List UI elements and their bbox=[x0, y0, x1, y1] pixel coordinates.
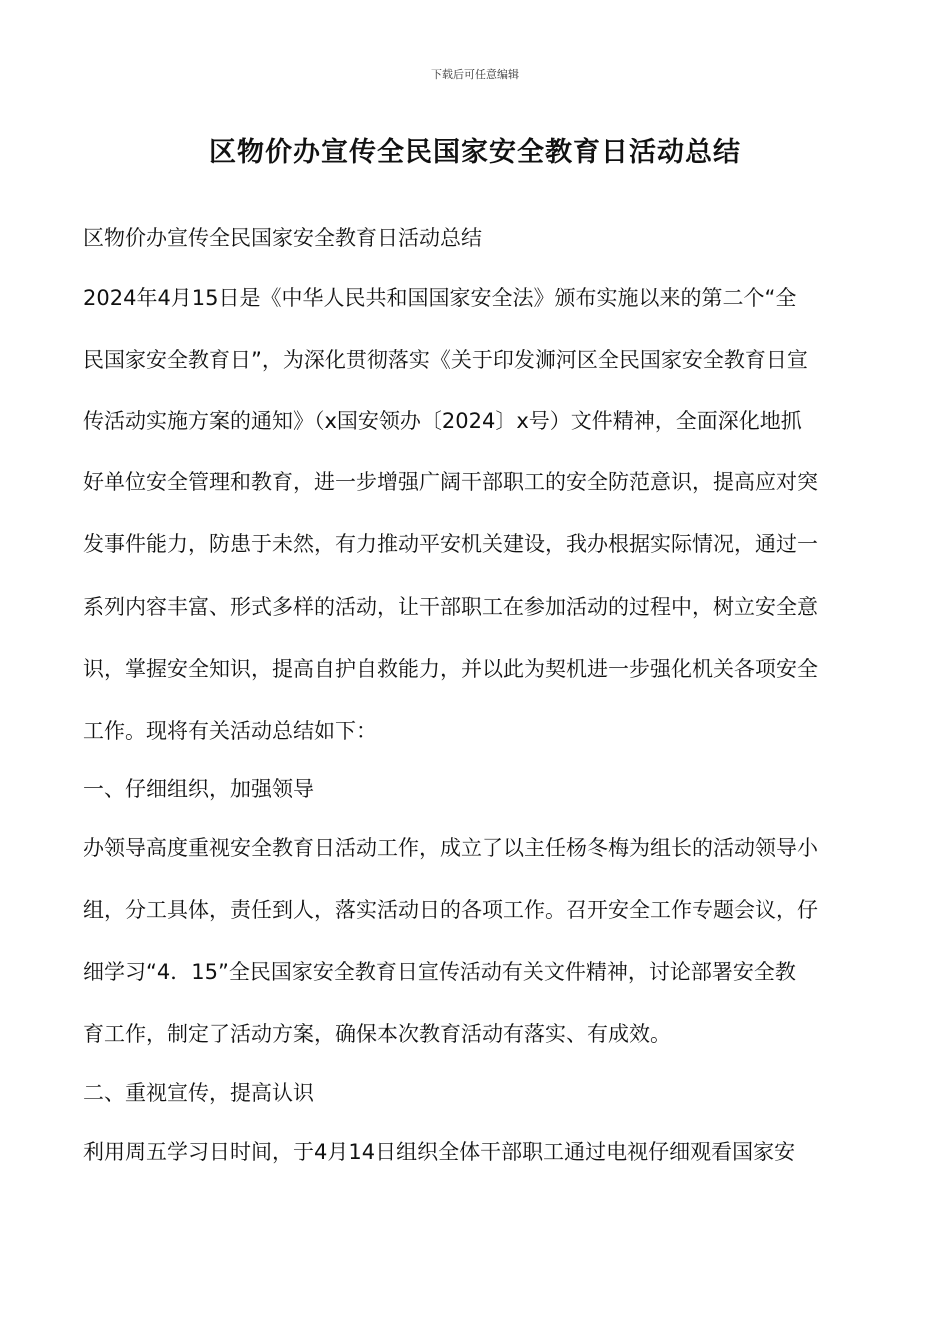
paragraph-line: 识，掌握安全知识，提高自护自救能力，并以此为契机进一步强化机关各项安全 bbox=[83, 657, 818, 681]
paragraph-line: 组，分工具体，责任到人，落实活动日的各项工作。召开安全工作专题会议，仔 bbox=[83, 898, 818, 922]
paragraph-line: 系列内容丰富、形式多样的活动，让干部职工在参加活动的过程中，树立安全意 bbox=[83, 595, 818, 619]
paragraph-line: 利用周五学习日时间，于4月14日组织全体干部职工通过电视仔细观看国家安 bbox=[83, 1140, 796, 1164]
paragraph-line: 发事件能力，防患于未然，有力推动平安机关建设，我办根据实际情况，通过一 bbox=[83, 532, 818, 556]
section-heading: 二、重视宣传，提高认识 bbox=[83, 1081, 314, 1105]
paragraph-line: 育工作，制定了活动方案，确保本次教育活动有落实、有成效。 bbox=[83, 1022, 671, 1046]
subtitle-line: 区物价办宣传全民国家安全教育日活动总结 bbox=[83, 226, 482, 250]
document-title: 区物价办宣传全民国家安全教育日活动总结 bbox=[209, 137, 741, 168]
paragraph-line: 2024年4月15日是《中华人民共和国国家安全法》颁布实施以来的第二个“全 bbox=[83, 286, 797, 310]
paragraph-line: 传活动实施方案的通知》（x国安领办〔2024〕x号）文件精神，全面深化地抓 bbox=[83, 409, 802, 433]
header-note: 下载后可任意编辑 bbox=[431, 68, 519, 81]
paragraph-line: 工作。现将有关活动总结如下： bbox=[83, 719, 377, 743]
paragraph-line: 民国家安全教育日”，为深化贯彻落实《关于印发浉河区全民国家安全教育日宣 bbox=[83, 348, 808, 372]
paragraph-line: 好单位安全管理和教育，进一步增强广阔干部职工的安全防范意识，提高应对突 bbox=[83, 470, 818, 494]
section-heading: 一、仔细组织，加强领导 bbox=[83, 777, 314, 801]
paragraph-line: 细学习“4．15”全民国家安全教育日宣传活动有关文件精神，讨论部署安全教 bbox=[83, 960, 796, 984]
paragraph-line: 办领导高度重视安全教育日活动工作，成立了以主任杨冬梅为组长的活动领导小 bbox=[83, 836, 818, 860]
